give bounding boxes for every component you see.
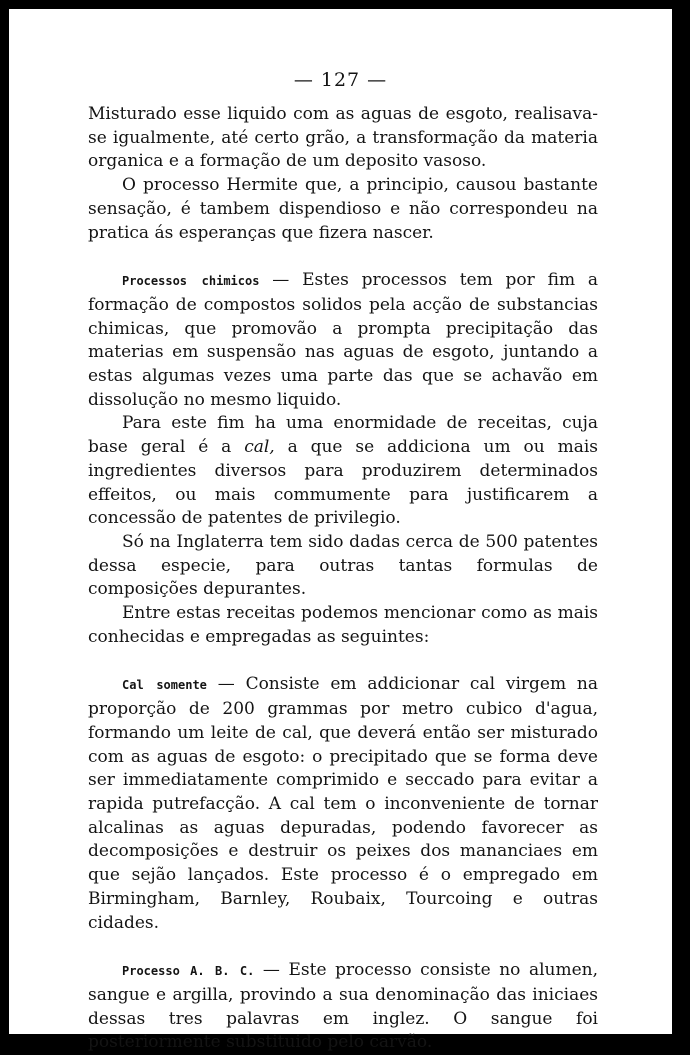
- paragraph-text: Para este fim ha uma enormidade de receitas, cuja base geral é a: [88, 413, 598, 458]
- em-dash: —: [217, 674, 235, 695]
- paragraph-text: Só na Inglaterra tem sido dadas cerca de 500 patentes dessa especie, para outras tantas formulas de composições depurantes.: [88, 531, 598, 600]
- paragraph-text: Misturado esse liquido com as aguas de esgoto, realisava-se igualmente, até certo grão, a transformação da materia organica e a formação de um deposito vasoso.: [88, 104, 598, 172]
- paragraph-text: a que se addiciona um ou mais ingredientes diversos para produzirem determinados effeitos, ou mais commumente para justificarem a concessão de patentes de privilegio.: [88, 437, 598, 529]
- paragraph: [88, 174, 598, 245]
- paragraph-text: Este processo consiste no alumen, sangue e argilla, provindo a sua denominação das iniciaes dessas tres palavras em inglez. O sangue foi posteriormente substituido pelo carvão.: [88, 960, 599, 1053]
- paragraph-text: Estes processos tem por fim a formação de compostos solidos pela acção de substancias chimicas, que promovão a prompta precipitação das materias em suspensão nas aguas de esgoto, juntando a estas algumas vezes uma parte das que se achavão em dissolução no mesmo liquido.: [88, 270, 599, 410]
- em-dash: —: [262, 960, 280, 981]
- body-text: [88, 103, 598, 1055]
- book-page: [9, 9, 672, 1053]
- paragraph-text: Entre estas receitas podemos mencionar como as mais conhecidas e empregadas as seguintes:: [88, 603, 598, 647]
- section-heading: Processos chimicos: [122, 274, 260, 289]
- paragraph: [88, 103, 598, 174]
- paragraph: [88, 269, 598, 412]
- section-heading: Processo A. B. C.: [122, 964, 255, 979]
- section-heading: Cal somente: [122, 678, 207, 693]
- paragraph: [88, 412, 598, 531]
- em-dash: —: [272, 270, 290, 291]
- paragraph: [88, 673, 598, 935]
- page-number: — 127 —: [293, 69, 388, 91]
- paragraph: [88, 602, 598, 649]
- paragraph: [88, 959, 598, 1055]
- paragraph-text: Consiste em addicionar cal virgem na proporção de 200 grammas por metro cubico d'agua, formando um leite de cal, que deverá então ser misturado com as aguas de esgoto: o precipitado que se forma deve ser immediatamente comprimido e seccado para evitar a rapida putrefacção. A cal tem o inconveniente de tornar alcalinas as aguas depuradas, podendo favorecer as decomposições e destruir os peixes dos mananciaes em que sejão lançados. Este processo é o empregado em Birmingham, Barnley, Roubaix, Tourcoing e outras cidades.: [88, 674, 598, 933]
- paragraph-text: O processo Hermite que, a principio, causou bastante sensação, é tambem dispendioso e não correspondeu na pratica ás esperanças que fizera nascer.: [88, 175, 598, 243]
- emphasis: cal,: [244, 437, 275, 458]
- paragraph: [88, 531, 598, 602]
